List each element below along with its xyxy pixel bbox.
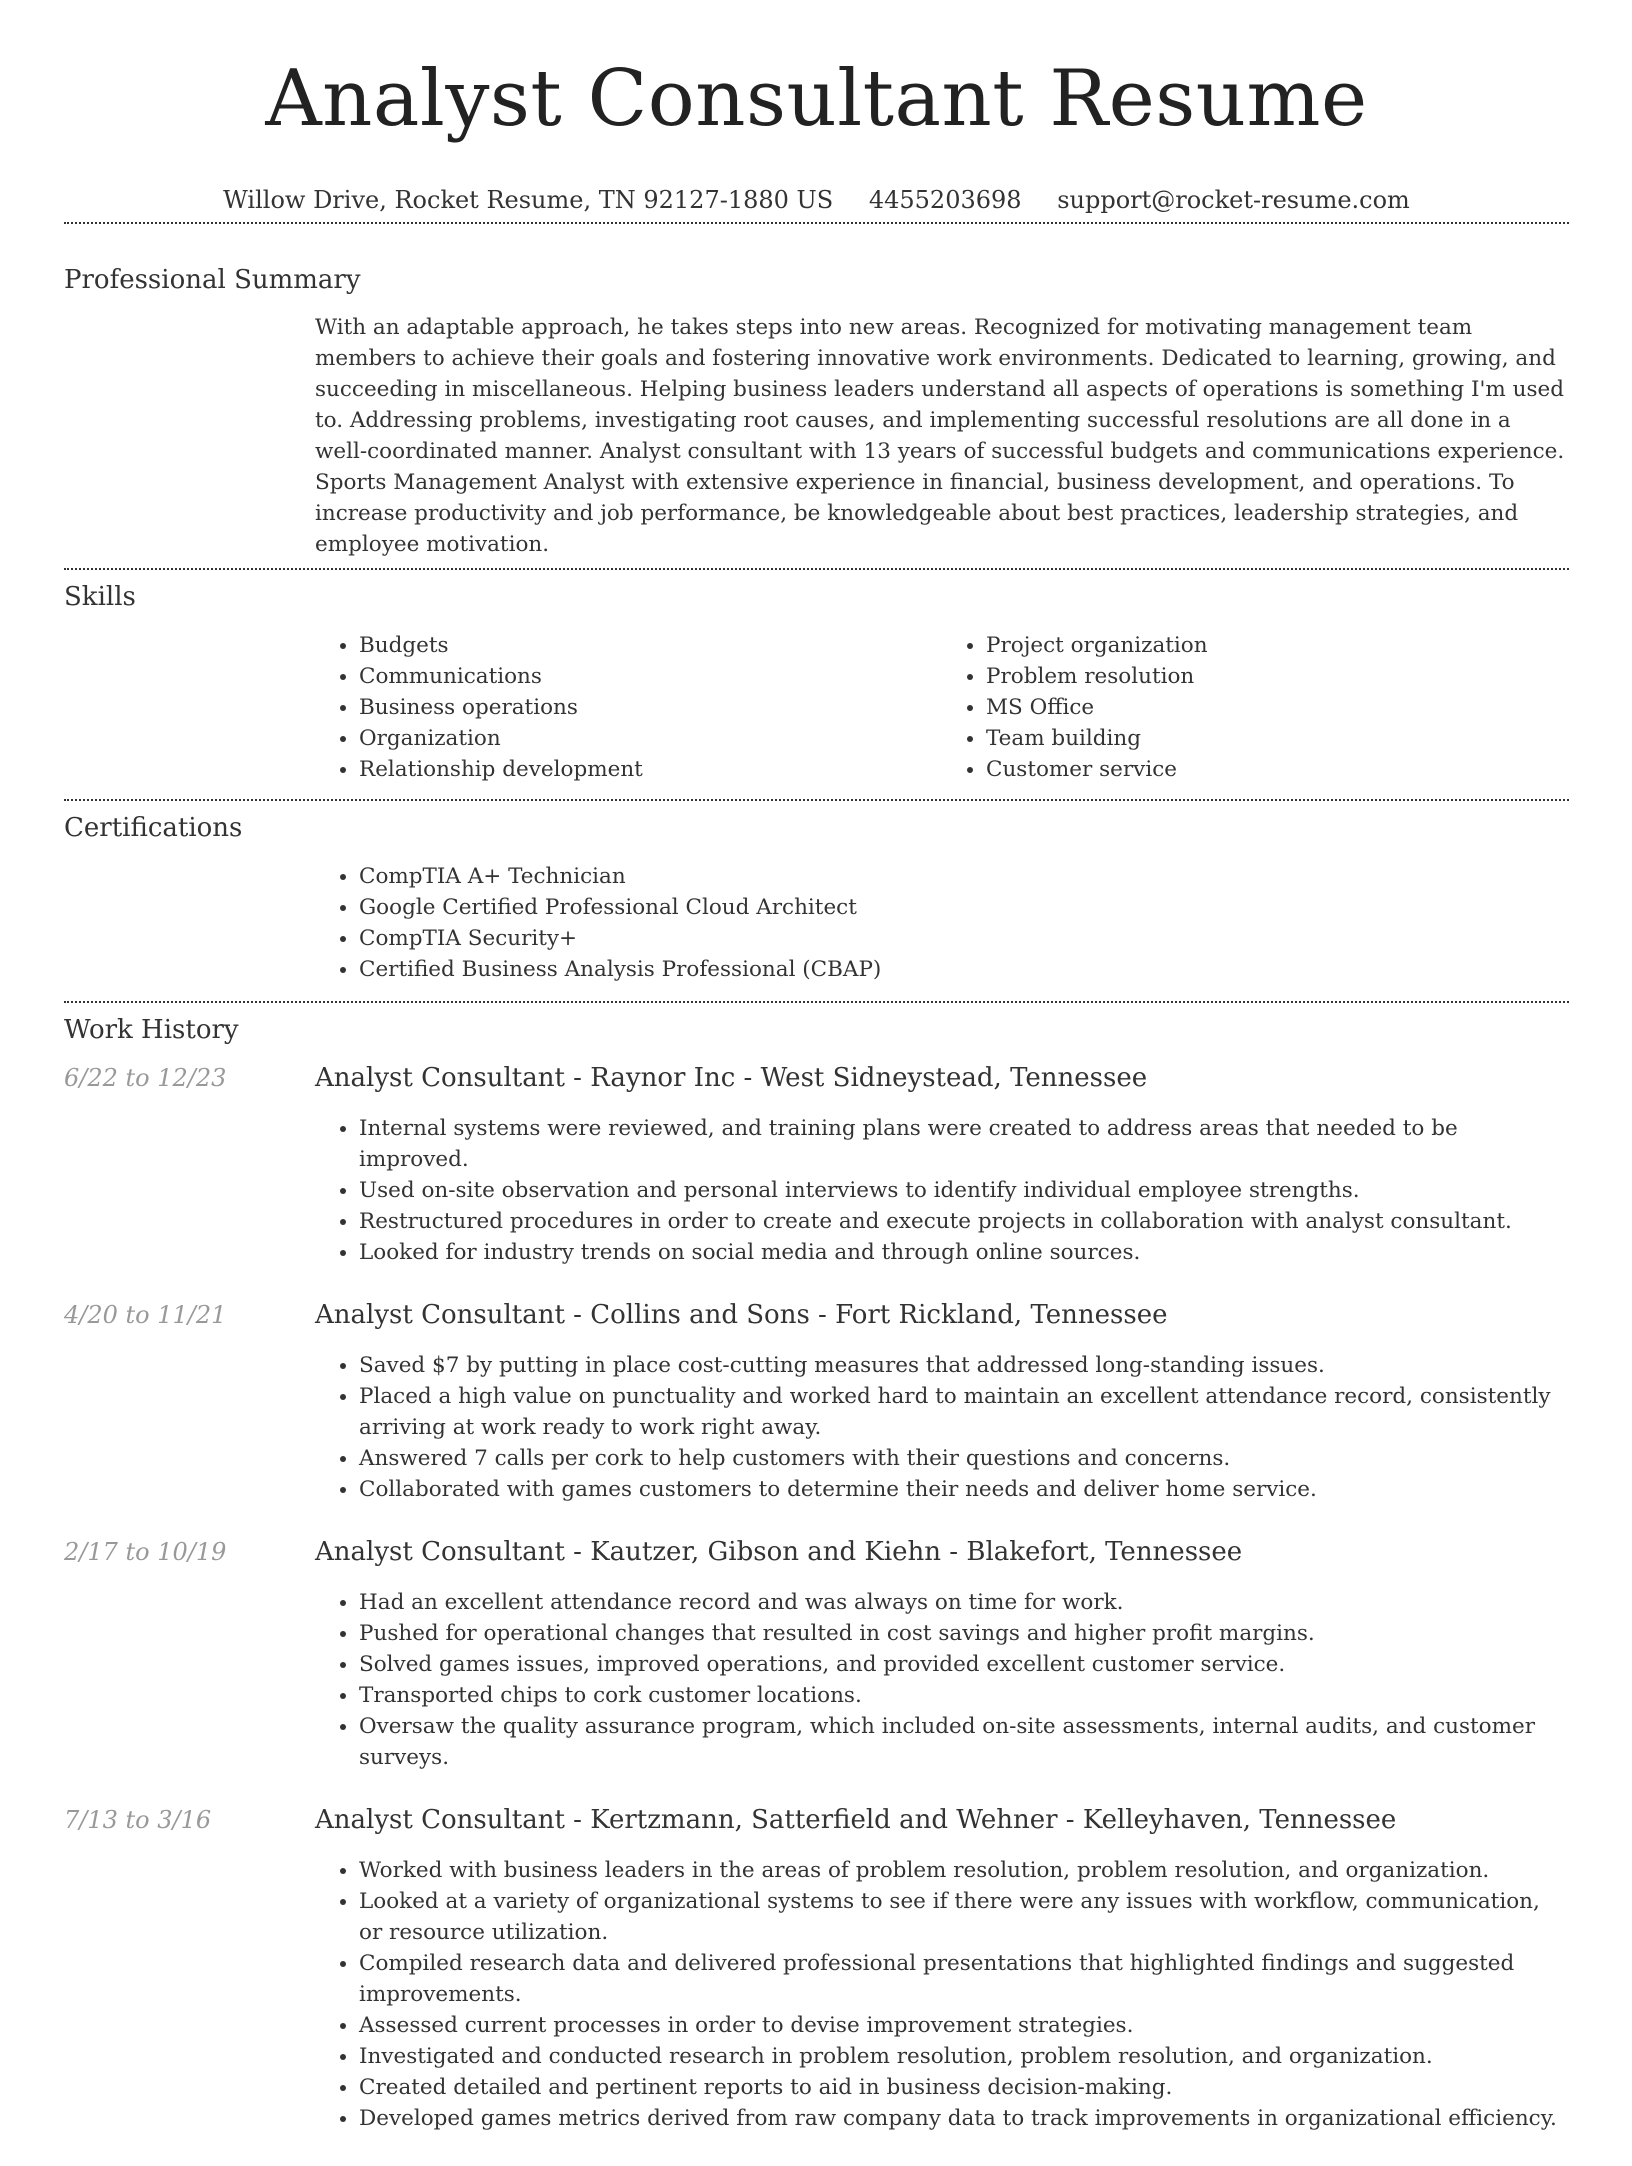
skill-item: • Customer service (986, 754, 1569, 785)
contact-email: support@rocket-resume.com (1057, 186, 1410, 214)
job-duty-item: • Collaborated with games customers to determine their needs and deliver home service. (359, 1474, 1569, 1505)
certifications-section (64, 801, 1569, 1001)
work-history-jobs (64, 1063, 1569, 2134)
job-duty-item: • Looked at a variety of organizational systems to see if there were any issues with workflow, communication, or resource utilization. (359, 1886, 1569, 1948)
skills-list (315, 630, 1569, 799)
job-header (64, 1063, 1569, 1113)
job-duties (315, 1855, 1569, 2134)
job-duty-item: • Developed games metrics derived from raw company data to track improvements in organizational efficiency. (359, 2103, 1569, 2134)
job-duty-item: • Internal systems were reviewed, and training plans were created to address areas that needed to be improved. (359, 1113, 1569, 1175)
certifications-list (315, 861, 1569, 1001)
job-duty-item: • Oversaw the quality assurance program, which included on-site assessments, internal audits, and customer surveys. (359, 1711, 1569, 1773)
job-duties-list (315, 1855, 1569, 2134)
job-duties-list (315, 1587, 1569, 1773)
skill-item: • Organization (359, 723, 942, 754)
job-duty-item: • Worked with business leaders in the areas of problem resolution, problem resolution, and organization. (359, 1855, 1569, 1886)
summary-section (64, 224, 1569, 566)
job-duty-item: • Used on-site observation and personal interviews to identify individual employee strengths. (359, 1175, 1569, 1206)
job-dates: 2/17 to 10/19 (64, 1538, 227, 1566)
job-entry (64, 1063, 1569, 1268)
job-duty-item: • Assessed current processes in order to devise improvement strategies. (359, 2010, 1569, 2041)
job-entry (64, 1537, 1569, 1773)
skill-item: • Team building (986, 723, 1569, 754)
certification-item: • CompTIA Security+ (359, 923, 1569, 954)
job-duty-item: • Created detailed and pertinent reports to aid in business decision-making. (359, 2072, 1569, 2103)
skill-item: • MS Office (986, 692, 1569, 723)
job-dates: 6/22 to 12/23 (64, 1064, 227, 1092)
certification-item: • Certified Business Analysis Professional (CBAP) (359, 954, 1569, 985)
resume-page (64, 0, 1569, 2166)
certification-item: • Google Certified Professional Cloud Architect (359, 892, 1569, 923)
job-dates: 4/20 to 11/21 (64, 1301, 227, 1329)
skills-column-left (315, 630, 942, 785)
job-duties (315, 1587, 1569, 1773)
certifications-items (315, 861, 1569, 985)
contact-phone: 4455203698 (868, 186, 1022, 214)
job-duties-list (315, 1113, 1569, 1268)
skill-item: • Problem resolution (986, 661, 1569, 692)
job-duties-list (315, 1350, 1569, 1505)
job-entry (64, 1300, 1569, 1505)
job-duty-item: • Transported chips to cork customer locations. (359, 1680, 1569, 1711)
skill-item: • Relationship development (359, 754, 942, 785)
work-history-section (64, 1003, 1569, 2134)
skill-item: • Budgets (359, 630, 942, 661)
job-duty-item: • Pushed for operational changes that resulted in cost savings and higher profit margins. (359, 1618, 1569, 1649)
certifications-heading: Certifications (64, 813, 243, 843)
job-header (64, 1805, 1569, 1855)
resume-title: Analyst Consultant Resume (265, 54, 1368, 144)
job-duty-item: • Answered 7 calls per cork to help customers with their questions and concerns. (359, 1443, 1569, 1474)
summary-heading: Professional Summary (64, 265, 361, 295)
skill-item: • Project organization (986, 630, 1569, 661)
job-duties (315, 1350, 1569, 1505)
job-header (64, 1537, 1569, 1587)
summary-text: With an adaptable approach, he takes steps into new areas. Recognized for motivating management team members to achieve their goals and fostering innovative work environments. Dedicated to learning, growing, and succeeding in miscellaneous. Helping business leaders understand all aspects of operations is something I'm used to. Addressing problems, investigating root causes, and implementing successful resolutions are all done in a well-coordinated manner. Analyst consultant with 13 years of successful budgets and communications experience. Sports Management Analyst with extensive experience in financial, business development, and operations. To increase productivity and job performance, be knowledgeable about best practices, leadership strategies, and employee motivation. (315, 315, 1565, 557)
skills-section (64, 570, 1569, 799)
job-title: Analyst Consultant - Collins and Sons - Fort Rickland, Tennessee (315, 1300, 1168, 1330)
job-title: Analyst Consultant - Raynor Inc - West Sidneystead, Tennessee (315, 1063, 1148, 1093)
job-duty-item: • Looked for industry trends on social media and through online sources. (359, 1237, 1569, 1268)
skill-item: • Business operations (359, 692, 942, 723)
job-duties (315, 1113, 1569, 1268)
work-history-heading: Work History (64, 1015, 239, 1045)
contact-address: Willow Drive, Rocket Resume, TN 92127-1880 US (223, 186, 834, 214)
job-entry (64, 1805, 1569, 2134)
job-duty-item: • Investigated and conducted research in problem resolution, problem resolution, and organization. (359, 2041, 1569, 2072)
job-dates: 7/13 to 3/16 (64, 1806, 212, 1834)
job-duty-item: • Placed a high value on punctuality and worked hard to maintain an excellent attendance record, consistently arriving at work ready to work right away. (359, 1381, 1569, 1443)
skills-heading: Skills (64, 582, 136, 612)
skills-column-right (942, 630, 1569, 785)
job-duty-item: • Saved $7 by putting in place cost-cutting measures that addressed long-standing issues. (359, 1350, 1569, 1381)
job-duty-item: • Had an excellent attendance record and was always on time for work. (359, 1587, 1569, 1618)
certification-item: • CompTIA A+ Technician (359, 861, 1569, 892)
skill-item: • Communications (359, 661, 942, 692)
contact-info (64, 186, 1569, 222)
job-duty-item: • Restructured procedures in order to create and execute projects in collaboration with analyst consultant. (359, 1206, 1569, 1237)
job-header (64, 1300, 1569, 1350)
job-title: Analyst Consultant - Kautzer, Gibson and Kiehn - Blakefort, Tennessee (315, 1537, 1243, 1567)
job-title: Analyst Consultant - Kertzmann, Satterfield and Wehner - Kelleyhaven, Tennessee (315, 1805, 1397, 1835)
job-duty-item: • Compiled research data and delivered professional presentations that highlighted findings and suggested improvements. (359, 1948, 1569, 2010)
job-duty-item: • Solved games issues, improved operations, and provided excellent customer service. (359, 1649, 1569, 1680)
